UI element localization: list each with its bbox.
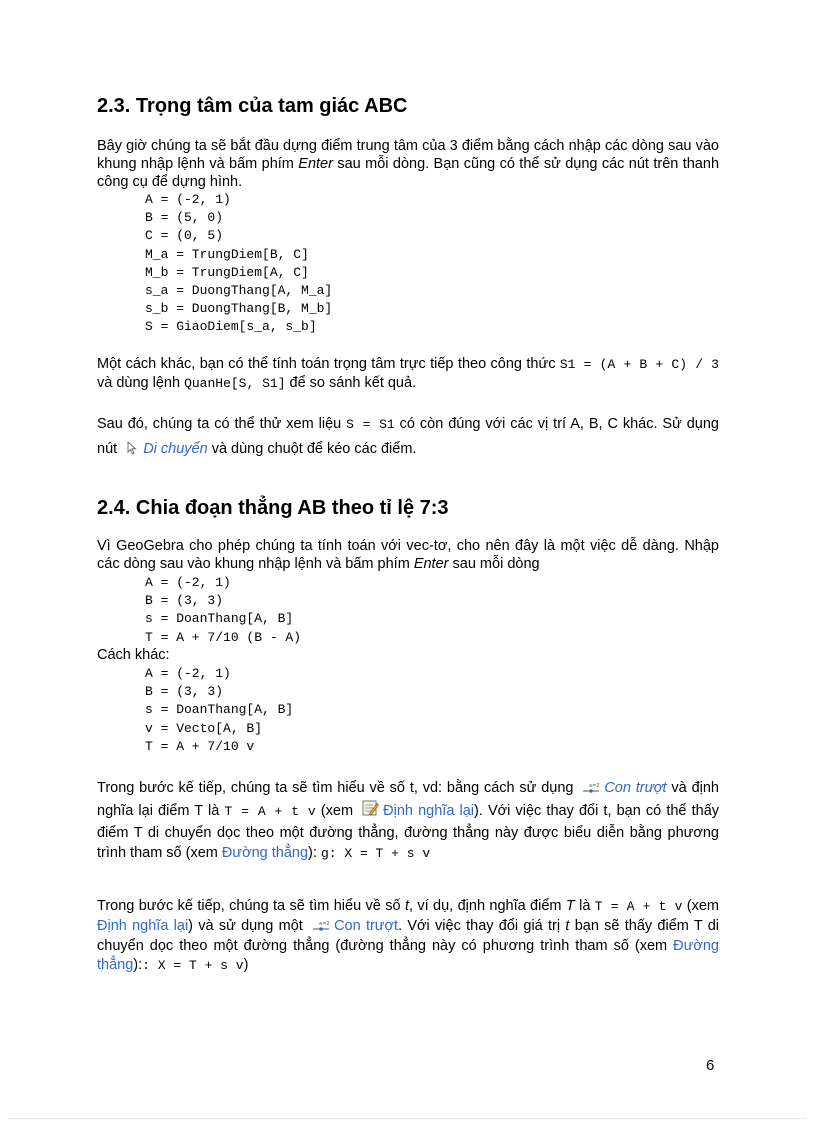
- text: (xem: [682, 898, 720, 914]
- alt-label: Cách khác:: [97, 647, 170, 663]
- code-line: B = (3, 3): [145, 684, 224, 700]
- text: ): [243, 956, 249, 973]
- text: và định nghĩa lại điểm T là: [97, 780, 719, 819]
- expr-t: T = A + t v: [594, 899, 683, 914]
- code-line: B = (5, 0): [145, 210, 224, 226]
- var-t: t: [404, 898, 409, 914]
- line-link[interactable]: Đường thẳng: [97, 938, 719, 973]
- text: và dùng lệnh: [97, 375, 185, 391]
- code-line: M_a = TrungDiem[B, C]: [145, 246, 309, 262]
- redefine-icon[interactable]: [362, 800, 379, 823]
- text: Trong bước kế tiếp, chúng ta sẽ tìm hiểu về số t, vd: bằng cách sử dụng: [97, 780, 579, 796]
- command-quanhe: QuanHe[S, S1]: [184, 376, 286, 391]
- move-tool-link[interactable]: Di chuyển: [143, 441, 208, 457]
- code-line: C = (0, 5): [145, 228, 224, 244]
- text: , ví dụ, định nghĩa điểm: [408, 898, 566, 914]
- text: Vì GeoGebra cho phép chúng ta tính toán với vec-tơ, cho nên đây là một việc dễ dàng. Nhập các dòng sau vào khung nhập lệnh và bấm phím: [97, 538, 719, 572]
- section-2-4-title: 2.4. Chia đoạn thẳng AB theo tỉ lệ 7:3: [97, 497, 449, 519]
- page-number: 6: [706, 1057, 715, 1074]
- expr-line-x: : X = T + s v: [142, 957, 244, 973]
- text: để so sánh kết quả.: [285, 375, 417, 391]
- enter-key-label: Enter: [298, 156, 333, 172]
- svg-text:a=2: a=2: [319, 920, 330, 927]
- s23-intro-text-b: sau mỗi dòng. Bạn cũng có thể sử dụng các nút trên thanh công cụ để dựng hình.: [97, 156, 720, 190]
- var-T: T: [565, 898, 575, 914]
- text: (xem: [315, 803, 359, 819]
- code-line: T = A + 7/10 v: [145, 738, 255, 754]
- text: Trong bước kế tiếp, chúng ta sẽ tìm hiểu về số: [97, 898, 405, 914]
- s23-paragraph-3: [97, 412, 719, 464]
- var-t: t: [565, 917, 570, 934]
- text: và dùng chuột để kéo các điểm.: [207, 441, 417, 457]
- s24-code-block-1: [145, 574, 301, 647]
- text: ):: [308, 845, 321, 861]
- code-line: B = (3, 3): [145, 593, 224, 609]
- code-line: T = A + 7/10 (B - A): [145, 629, 302, 645]
- code-line: s_a = DuongThang[A, M_a]: [145, 283, 333, 299]
- code-line: s = DoanThang[A, B]: [145, 702, 294, 718]
- s24-code-block-2: [145, 665, 293, 756]
- code-line: v = Vecto[A, B]: [145, 720, 263, 736]
- text: có còn đúng với các vị trí A, B, C khác. Sử dụng nút: [97, 416, 719, 457]
- section-2-3-title: 2.3. Trọng tâm của tam giác ABC: [97, 95, 408, 117]
- text: sau mỗi dòng: [448, 556, 540, 572]
- code-line: s_b = DuongThang[B, M_b]: [145, 301, 333, 317]
- expr-s-equals-s1: S = S1: [346, 417, 395, 432]
- line-link[interactable]: Đường thẳng: [221, 845, 309, 861]
- text: Một cách khác, bạn có thể tính toán trọng tâm trực tiếp theo công thức: [97, 356, 560, 372]
- s24-paragraph-4: [97, 778, 719, 864]
- s23-paragraph-2: [97, 355, 719, 393]
- s24-paragraph-5: [97, 897, 719, 975]
- svg-text:a=2: a=2: [589, 783, 600, 789]
- code-line: S = GiaoDiem[s_a, s_b]: [145, 319, 317, 335]
- text: ). Với việc thay đổi t, bạn có thể thấy điểm T di chuyển dọc theo một đường thẳng, đường thẳng này được biểu diễn bằng phương trình tham số (xem: [97, 803, 720, 861]
- s24-intro: [97, 537, 719, 573]
- enter-key-label: Enter: [413, 556, 449, 572]
- code-line: A = (-2, 1): [145, 575, 231, 590]
- page-footer-divider: [10, 1118, 806, 1119]
- s23-intro-text-a: Bây giờ chúng ta sẽ bắt đầu dựng điểm trung tâm của 3 điểm bằng cách nhập các dòng sau vào khung nhập lệnh và bấm phím: [97, 138, 719, 172]
- code-line: A = (-2, 1): [145, 192, 231, 207]
- slider-tool-icon[interactable]: [312, 919, 330, 938]
- text: là: [574, 898, 595, 914]
- slider-link[interactable]: Con trượt: [334, 917, 399, 934]
- redefine-link[interactable]: Định nghĩa lại: [383, 803, 475, 819]
- code-line: s = DoanThang[A, B]: [145, 611, 294, 627]
- text: Sau đó, chúng ta có thể thử xem liệu: [97, 416, 347, 432]
- code-line: A = (-2, 1): [145, 666, 231, 681]
- slider-link[interactable]: Con trượt: [604, 780, 667, 796]
- s23-intro: [97, 137, 719, 191]
- text: ):: [133, 956, 143, 973]
- text: . Với việc thay đổi giá trị: [398, 917, 566, 934]
- text: bạn sẽ thấy điểm T di chuyển dọc theo một đường thẳng (đường thẳng này có phương trình tham số (xem: [97, 917, 720, 954]
- move-tool-icon[interactable]: [125, 439, 139, 464]
- slider-tool-icon[interactable]: [582, 780, 600, 800]
- s23-code-block: [145, 191, 332, 337]
- expr-t: T = A + t v: [224, 804, 316, 819]
- expr-line-g: g: X = T + s v: [320, 846, 431, 861]
- code-line: M_b = TrungDiem[A, C]: [145, 264, 309, 280]
- redefine-link[interactable]: Định nghĩa lại: [97, 917, 189, 934]
- text: ) và sử dụng một: [188, 917, 309, 934]
- formula-s1: S1 = (A + B + C) / 3: [559, 357, 719, 372]
